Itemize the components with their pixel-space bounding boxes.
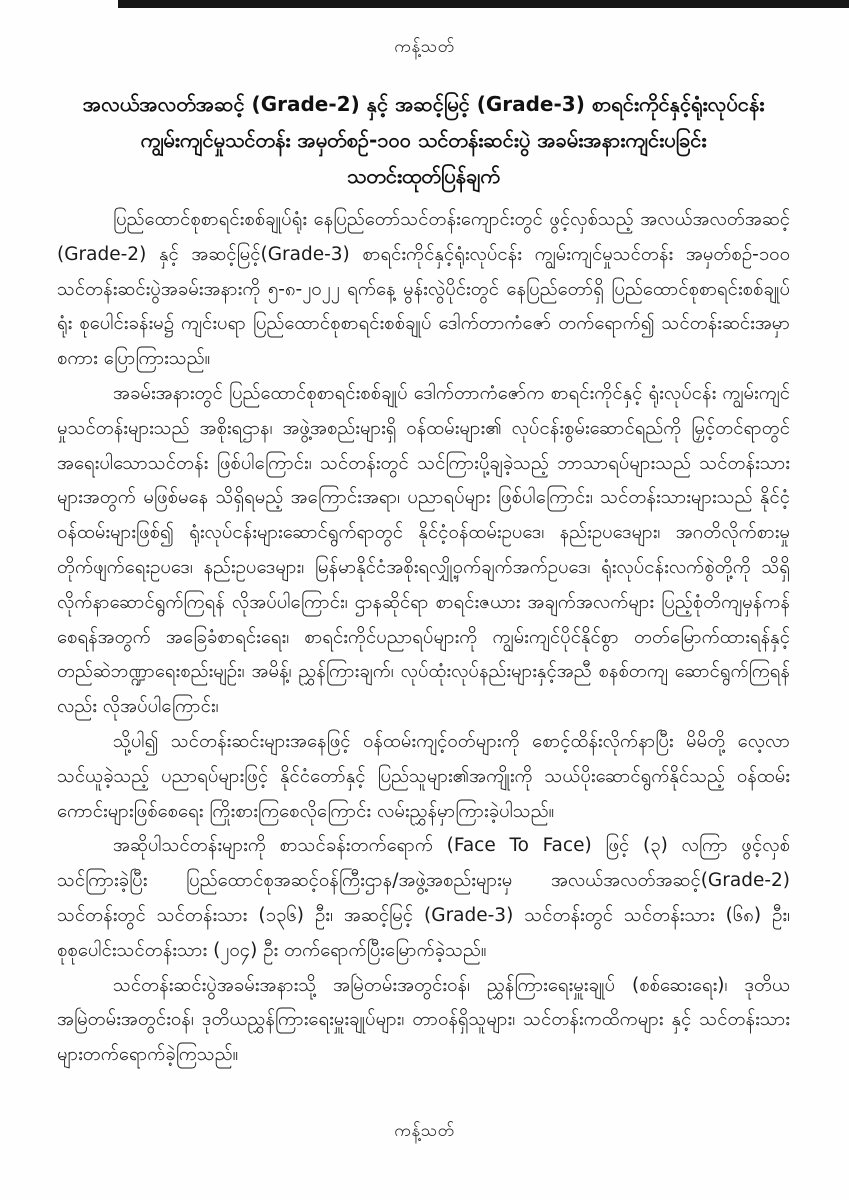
paragraph-4: အဆိုပါသင်တန်းများကို စာသင်ခန်းတက်ရောက် (Face To Face) ဖြင့် (၃) လကြာ ဖွင့်လှစ် သင်ကြားခဲ့ပြီး ပြည်ထောင်စုအဆင့်ဝန်ကြီးဌာန/အဖွဲ့အစည်းများမှ အလယ်အလတ်အဆင့်(Grade-2) သင်တန်းတွင် သင်တန်းသား (၁၃၆) ဦး၊ အဆင့်မြင့် (Grade-3) သင်တန်းတွင် သင်တန်းသား (၆၈) ဦး၊ စုစုပေါင်းသင်တန်းသား (၂၀၄) ဦး တက်ရောက်ပြီးမြောက်ခဲ့သည်။ bbox=[57, 835, 790, 961]
title-line-2: ကျွမ်းကျင်မှုသင်တန်း အမှတ်စဉ်-၁၀၀ သင်တန်းဆင်းပွဲ အခမ်းအနားကျင်းပခြင်း bbox=[140, 128, 707, 152]
document-title bbox=[57, 86, 790, 194]
title-line-3: သတင်းထုတ်ပြန်ချက် bbox=[347, 164, 500, 188]
classification-footer: ကန့်သတ် bbox=[394, 1121, 455, 1141]
scan-edge-artifact bbox=[118, 0, 849, 8]
document-body bbox=[57, 203, 790, 1073]
paragraph-5: သင်တန်းဆင်းပွဲအခမ်းအနားသို့ အမြဲတမ်းအတွင်းဝန်၊ ညွှန်ကြားရေးမှူးချုပ် (စစ်ဆေးရေး)၊ ဒုတိယအမြဲတမ်းအတွင်းဝန်၊ ဒုတိယညွှန်ကြားရေးမှူးချုပ်များ၊ တာဝန်ရှိသူများ၊ သင်တန်းကထိကများ နှင့် သင်တန်းသားများတက်ရောက်ခဲ့ကြသည်။ bbox=[57, 974, 790, 1066]
classification-header: ကန့်သတ် bbox=[394, 37, 455, 57]
paragraph-3: သို့ပါ၍ သင်တန်းဆင်းများအနေဖြင့် ဝန်ထမ်းကျင့်ဝတ်များကို စောင့်ထိန်းလိုက်နာပြီး မိမိတို့ လေ့လာသင်ယူခဲ့သည့် ပညာရပ်များဖြင့် နိုင်ငံတော်နှင့် ပြည်သူများ၏အကျိုးကို သယ်ပိုးဆောင်ရွက်နိုင်သည့် ဝန်ထမ်းကောင်းများဖြစ်စေရေး ကြိုးစားကြစေလိုကြောင်း လမ်းညွှန်မှာကြားခဲ့ပါသည်။ bbox=[57, 730, 790, 822]
title-line-1: အလယ်အလတ်အဆင့် (Grade-2) နှင့် အဆင့်မြင့် (Grade-3) စာရင်းကိုင်နှင့်ရုံးလုပ်ငန်း bbox=[82, 92, 765, 116]
paragraph-2: အခမ်းအနားတွင် ပြည်ထောင်စုစာရင်းစစ်ချုပ် ဒေါက်တာကံဇော်က စာရင်းကိုင်နှင့် ရုံးလုပ်ငန်း ကျွမ်းကျင်မှုသင်တန်းများသည် အစိုးရဌာန၊ အဖွဲ့အစည်းများရှိ ဝန်ထမ်းများ၏ လုပ်ငန်းစွမ်းဆောင်ရည်ကို မြှင့်တင်ရာတွင် အရေးပါသောသင်တန်း ဖြစ်ပါကြောင်း၊ သင်တန်းတွင် သင်ကြားပို့ချခဲ့သည့် ဘာသာရပ်များသည် သင်တန်းသားများအတွက် မဖြစ်မနေ သိရှိရမည့် အကြောင်းအရာ၊ ပညာရပ်များ ဖြစ်ပါကြောင်း၊ သင်တန်းသားများသည် နိုင်ငံ့ဝန်ထမ်းများဖြစ်၍ ရုံးလုပ်ငန်းများဆောင်ရွက်ရာတွင် နိုင်ငံ့ဝန်ထမ်းဥပဒေ၊ နည်းဥပဒေများ၊ အဂတိလိုက်စားမှု တိုက်ဖျက်ရေးဥပဒေ၊ နည်းဥပဒေများ၊ မြန်မာနိုင်ငံအစိုးရလျှို့ဝှက်ချက်အက်ဥပဒေ၊ ရုံးလုပ်ငန်းလက်စွဲတို့ကို သိရှိလိုက်နာဆောင်ရွက်ကြရန် လိုအပ်ပါကြောင်း၊ ဌာနဆိုင်ရာ စာရင်းဇယား အချက်အလက်များ ပြည့်စုံတိကျမှန်ကန်စေရန်အတွက် အခြေခံစာရင်းရေး၊ စာရင်းကိုင်ပညာရပ်များကို ကျွမ်းကျင်ပိုင်နိုင်စွာ တတ်မြောက်ထားရန်နှင့် တည်ဆဲဘဏ္ဍာရေးစည်းမျဉ်း၊ အမိန့်၊ ညွှန်ကြားချက်၊ လုပ်ထုံးလုပ်နည်းများနှင့်အညီ စနစ်တကျ ဆောင်ရွက်ကြရန်လည်း လိုအပ်ပါကြောင်း၊ bbox=[57, 382, 790, 718]
paragraph-1: ပြည်ထောင်စုစာရင်းစစ်ချုပ်ရုံး နေပြည်တော်သင်တန်းကျောင်းတွင် ဖွင့်လှစ်သည့် အလယ်အလတ်အဆင့် (Grade-2) နှင့် အဆင့်မြင့်(Grade-3) စာရင်းကိုင်နှင့်ရုံးလုပ်ငန်း ကျွမ်းကျင်မှုသင်တန်း အမှတ်စဉ်-၁၀၀ သင်တန်းဆင်းပွဲအခမ်းအနားကို ၅-၈-၂၀၂၂ ရက်နေ့ မွန်းလွဲပိုင်းတွင် နေပြည်တော်ရှိ ပြည်ထောင်စုစာရင်းစစ်ချုပ်ရုံး စုပေါင်းခန်းမ၌ ကျင်းပရာ ပြည်ထောင်စုစာရင်းစစ်ချုပ် ဒေါက်တာကံဇော် တက်ရောက်၍ သင်တန်းဆင်းအမှာစကား ပြောကြားသည်။ bbox=[57, 209, 790, 370]
